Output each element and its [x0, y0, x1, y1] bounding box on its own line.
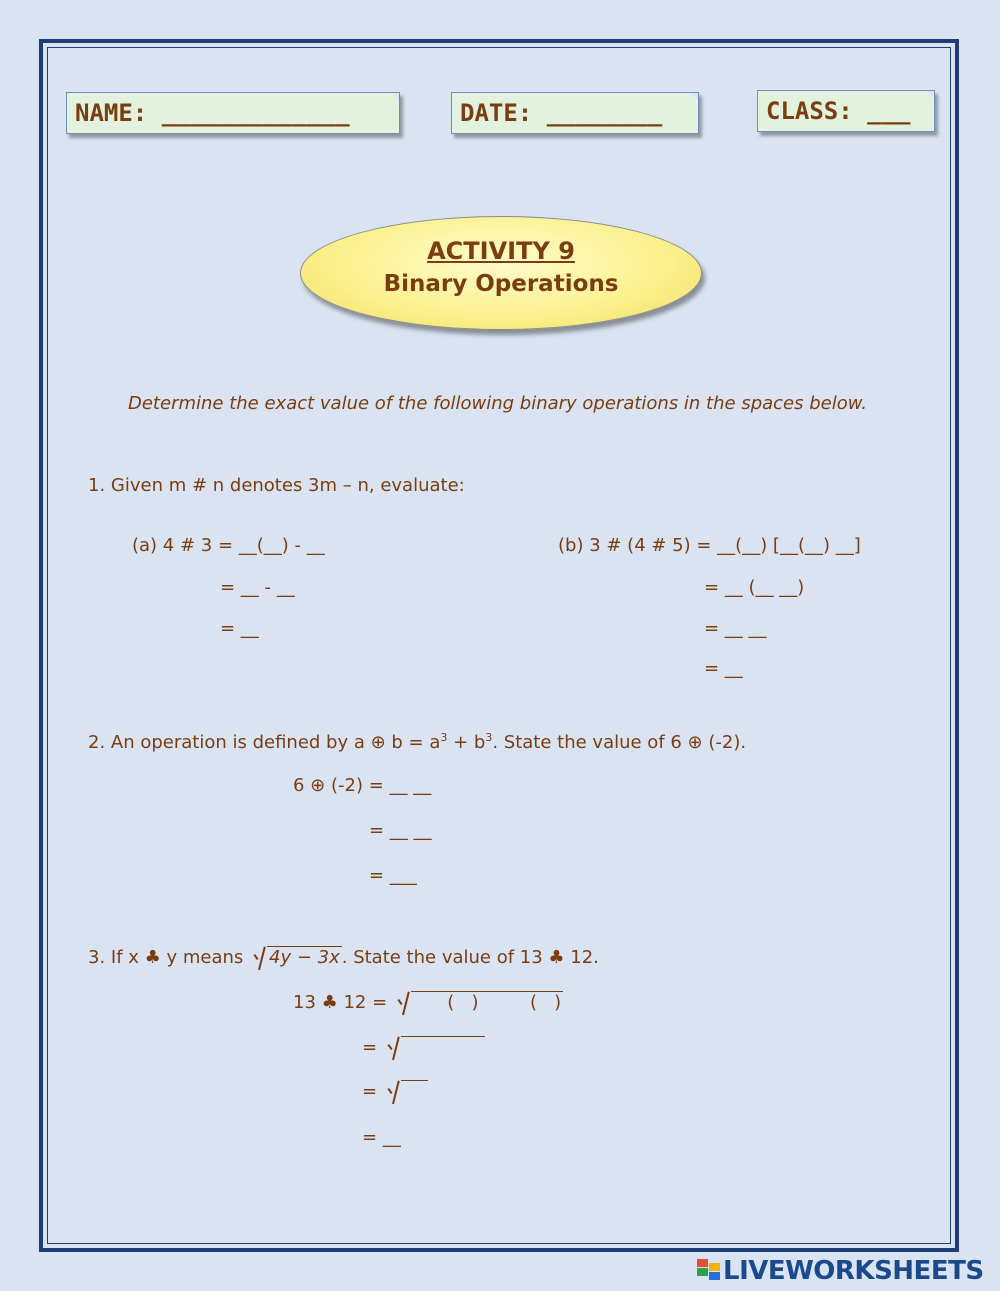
name-field[interactable]: [66, 92, 400, 134]
q2-line1[interactable]: 6 ⊕ (-2) = __ __: [293, 775, 432, 796]
logo-block-2: [709, 1263, 720, 1271]
logo-blocks-icon: [697, 1259, 721, 1285]
q3-line3[interactable]: [362, 1080, 428, 1103]
q3-prompt-pre: 3. If x ♣ y means: [88, 947, 250, 968]
q2-line2[interactable]: = __ __: [369, 820, 432, 841]
q3-prompt: [88, 946, 599, 969]
date-field[interactable]: [451, 92, 699, 134]
q2-prompt-pre: 2. An operation is defined by a ⊕ b = a: [88, 732, 441, 753]
q3-radicand: 4y − 3x: [269, 947, 340, 968]
q1a-line2[interactable]: = __ - __: [220, 577, 295, 598]
q2-line3[interactable]: = ___: [369, 865, 417, 886]
q1b-line2[interactable]: = __ (__ __): [704, 577, 805, 598]
activity-title: ACTIVITY 9: [427, 237, 575, 265]
q1a-line3[interactable]: = __: [220, 618, 259, 639]
q3-line2-pre: =: [362, 1037, 383, 1058]
liveworksheets-logo[interactable]: [697, 1257, 984, 1285]
instructions: Determine the exact value of the following binary operations in the spaces below.: [128, 393, 868, 414]
q3-line1-pre: 13 ♣ 12 =: [293, 992, 393, 1013]
logo-text: LIVEWORKSHEETS: [723, 1256, 984, 1286]
q2-prompt: [88, 731, 746, 753]
q3-line4[interactable]: = __: [362, 1127, 401, 1148]
name-label: NAME: _____________: [75, 99, 350, 127]
q1b-line4[interactable]: = __: [704, 658, 743, 679]
q2-prompt-post: . State the value of 6 ⊕ (-2).: [492, 732, 747, 753]
q2-prompt-mid: + b: [447, 732, 486, 753]
q3-line3-sqrt: [385, 1080, 428, 1103]
date-label: DATE: ________: [460, 99, 663, 127]
class-field[interactable]: [757, 90, 935, 132]
q3-line2-sqrt: [385, 1036, 485, 1059]
q3-line1[interactable]: [293, 991, 563, 1014]
q2-sup-a: 3: [440, 731, 448, 744]
q1-prompt: 1. Given m # n denotes 3m – n, evaluate:: [88, 475, 465, 496]
q3-prompt-post: . State the value of 13 ♣ 12.: [341, 947, 599, 968]
activity-subtitle: Binary Operations: [383, 271, 619, 297]
class-label: CLASS: ___: [766, 97, 911, 125]
q3-sqrt: [251, 946, 342, 969]
logo-block-3: [697, 1268, 708, 1276]
q3-line3-radicand[interactable]: [401, 1080, 428, 1103]
q3-line2-radicand[interactable]: [401, 1036, 485, 1059]
q3-line2[interactable]: [362, 1036, 485, 1059]
title-oval: [300, 216, 702, 330]
q1a-line1[interactable]: (a) 4 # 3 = __(__) - __: [132, 535, 325, 556]
q3-line1-radicand[interactable]: ( ) ( ): [412, 992, 562, 1013]
q2-sup-b: 3: [485, 731, 493, 744]
q1b-line3[interactable]: = __ __: [704, 618, 767, 639]
logo-block-1: [697, 1259, 708, 1267]
q3-line1-sqrt: [395, 991, 563, 1014]
logo-block-4: [709, 1272, 720, 1280]
q3-line3-pre: =: [362, 1081, 383, 1102]
q1b-line1[interactable]: (b) 3 # (4 # 5) = __(__) [__(__) __]: [558, 535, 861, 556]
